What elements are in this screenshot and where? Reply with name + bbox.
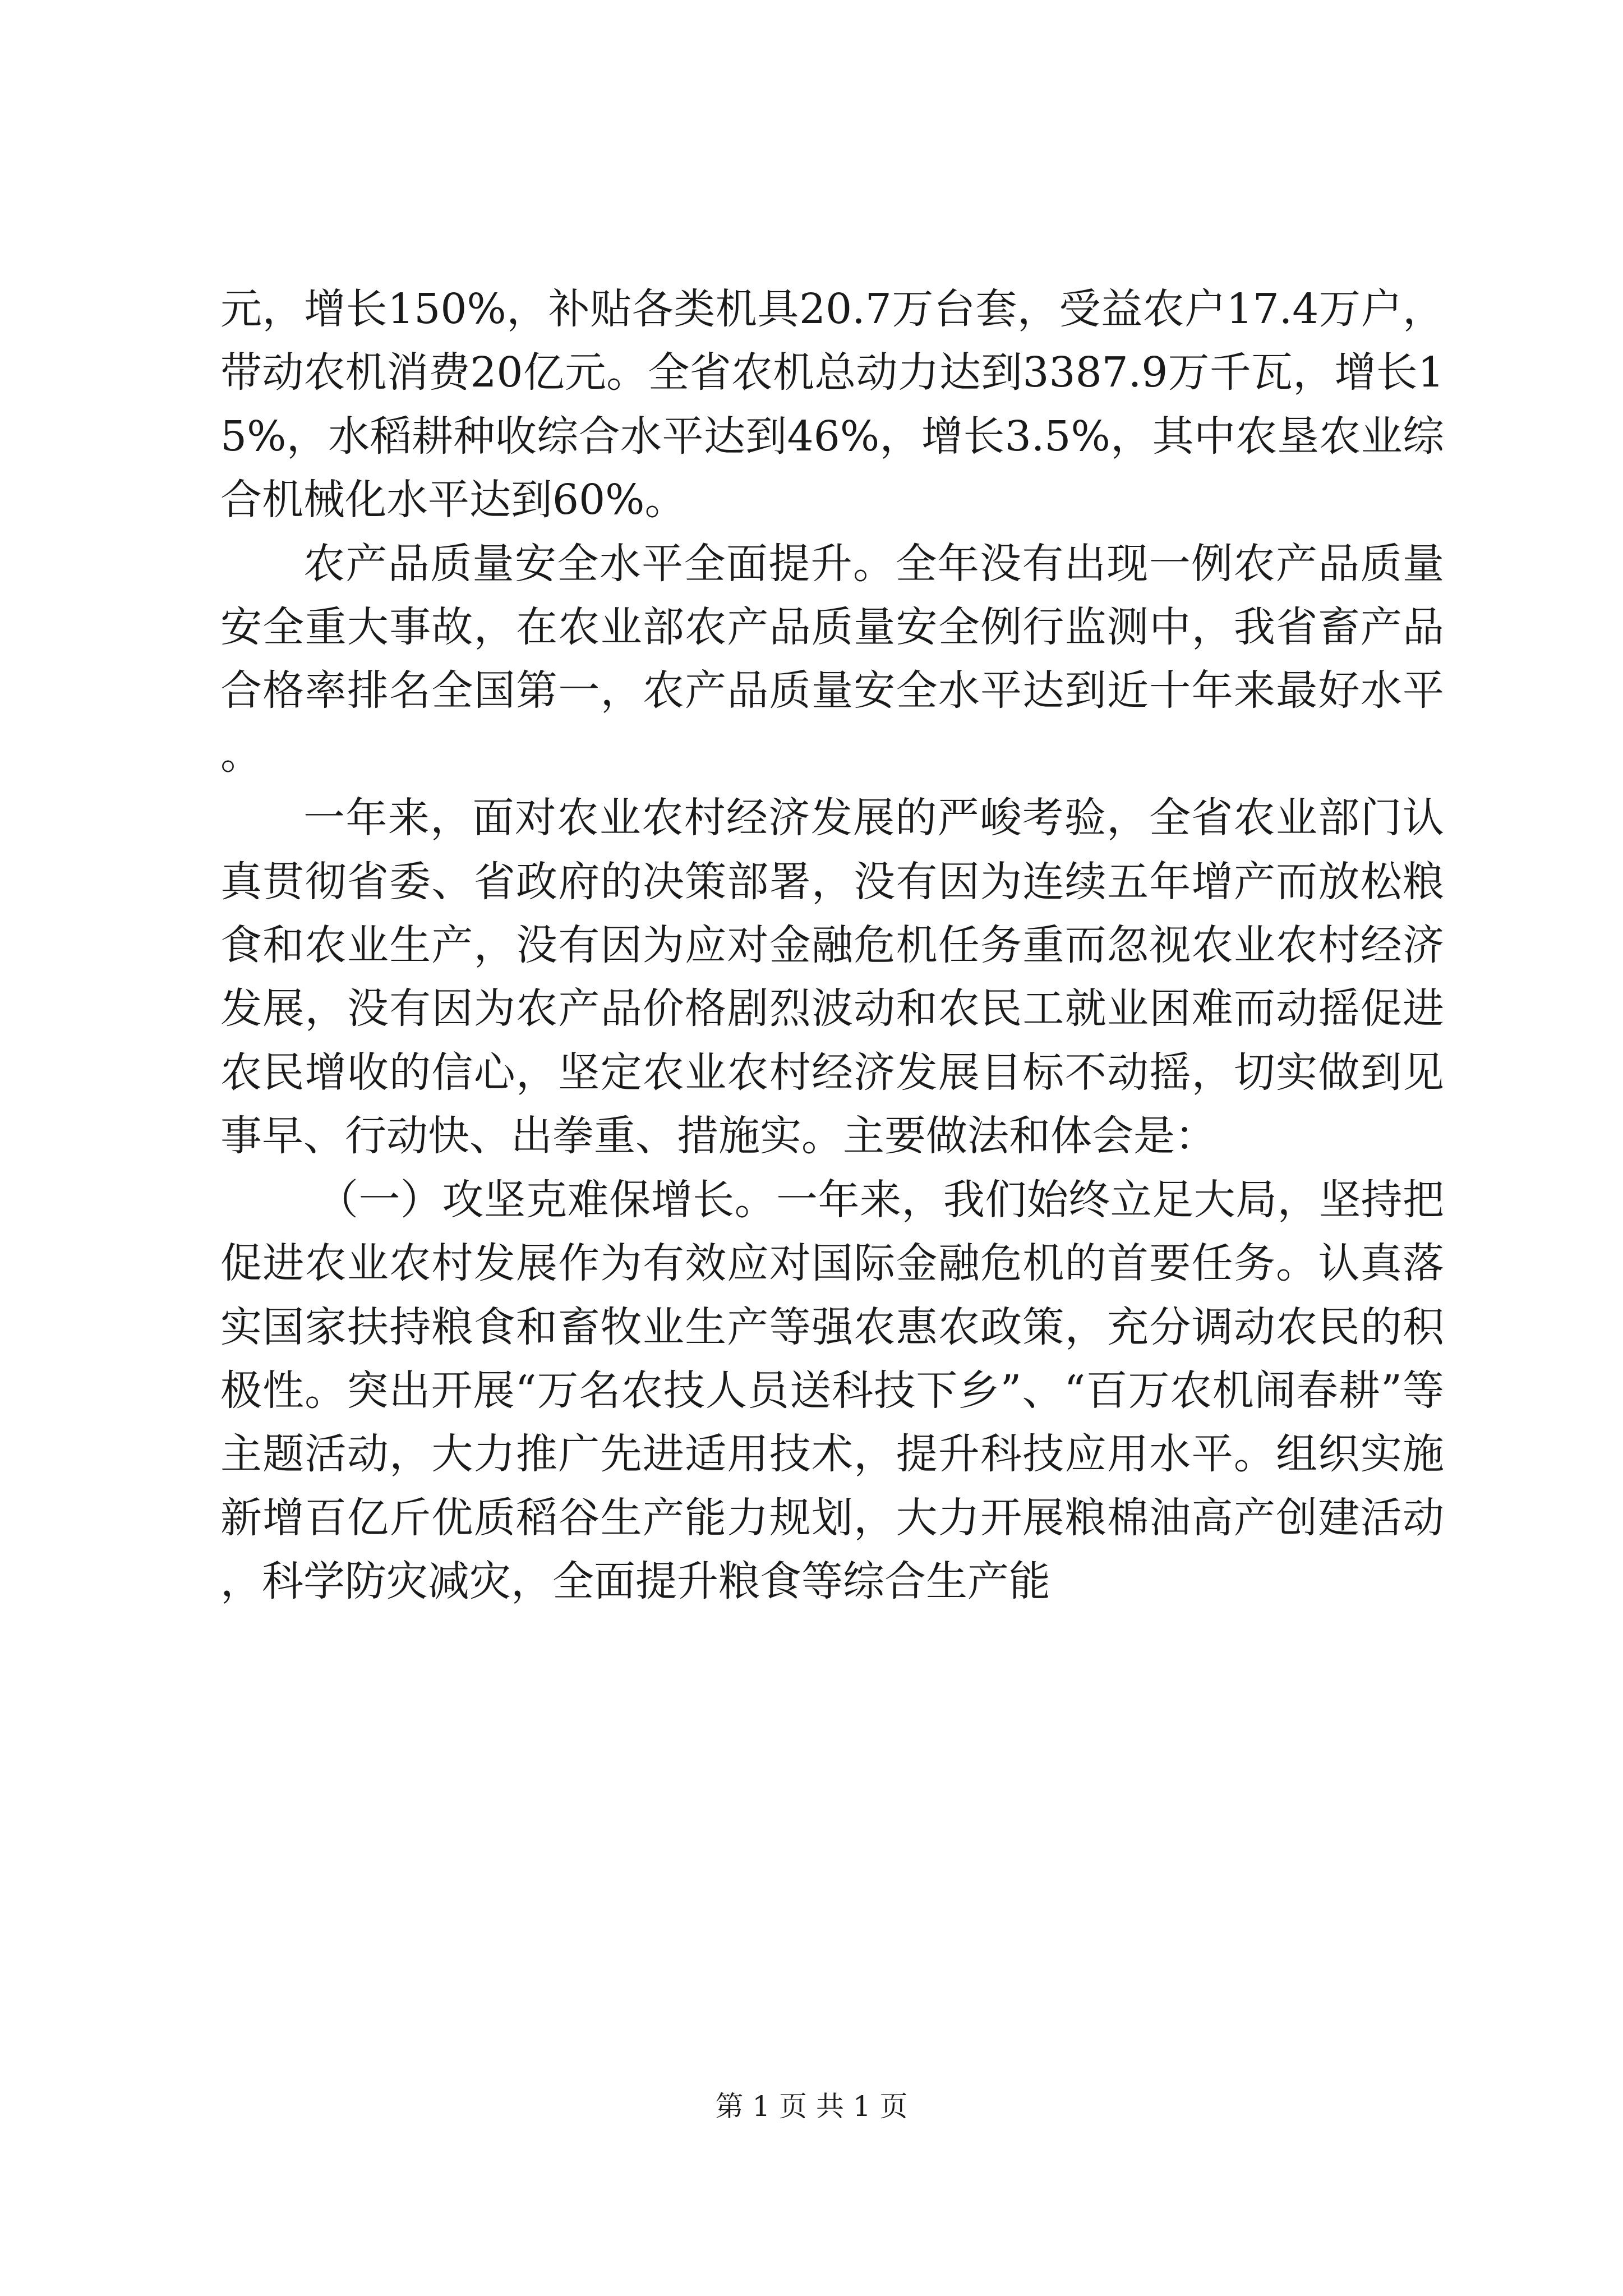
- paragraph-quality-safety: 农产品质量安全水平全面提升。全年没有出现一例农产品质量安全重大事故，在农业部农产品质量安全例行监测中，我省畜产品合格率排名全国第一，农产品质量安全水平达到近十年来最好水平。: [220, 539, 1444, 779]
- document-body: [220, 278, 1444, 1614]
- paragraph-continuation: 元，增长150%，补贴各类机具20.7万台套，受益农户17.4万户，带动农机消费20亿元。全省农机总动力达到3387.9万千瓦，增长15%，水稻耕种收综合水平达到46%，增长3.5%，其中农垦农业综合机械化水平达到60%。: [220, 285, 1444, 524]
- paragraph-year-review: 一年来，面对农业农村经济发展的严峻考验，全省农业部门认真贯彻省委、省政府的决策部署，没有因为连续五年增产而放松粮食和农业生产，没有因为应对金融危机任务重而忽视农业农村经济发展，没有因为农产品价格剧烈波动和农民工就业困难而动摇促进农民增收的信心，坚定农业农村经济发展目标不动摇，切实做到见事早、行动快、出拳重、措施实。主要做法和体会是：: [220, 794, 1444, 1161]
- paragraph-section-one: （一）攻坚克难保增长。一年来，我们始终立足大局，坚持把促进农业农村发展作为有效应对国际金融危机的首要任务。认真落实国家扶持粮食和畜牧业生产等强农惠农政策，充分调动农民的积极性。突出开展“万名农技人员送科技下乡”、“百万农机闹春耕”等主题活动，大力推广先进适用技术，提升科技应用水平。组织实施新增百亿斤优质稻谷生产能力规划，大力开展粮棉油高产创建活动，科学防灾减灾，全面提升粮食等综合生产能: [220, 1175, 1444, 1606]
- page-footer: 第 1 页 共 1 页: [715, 2090, 908, 2123]
